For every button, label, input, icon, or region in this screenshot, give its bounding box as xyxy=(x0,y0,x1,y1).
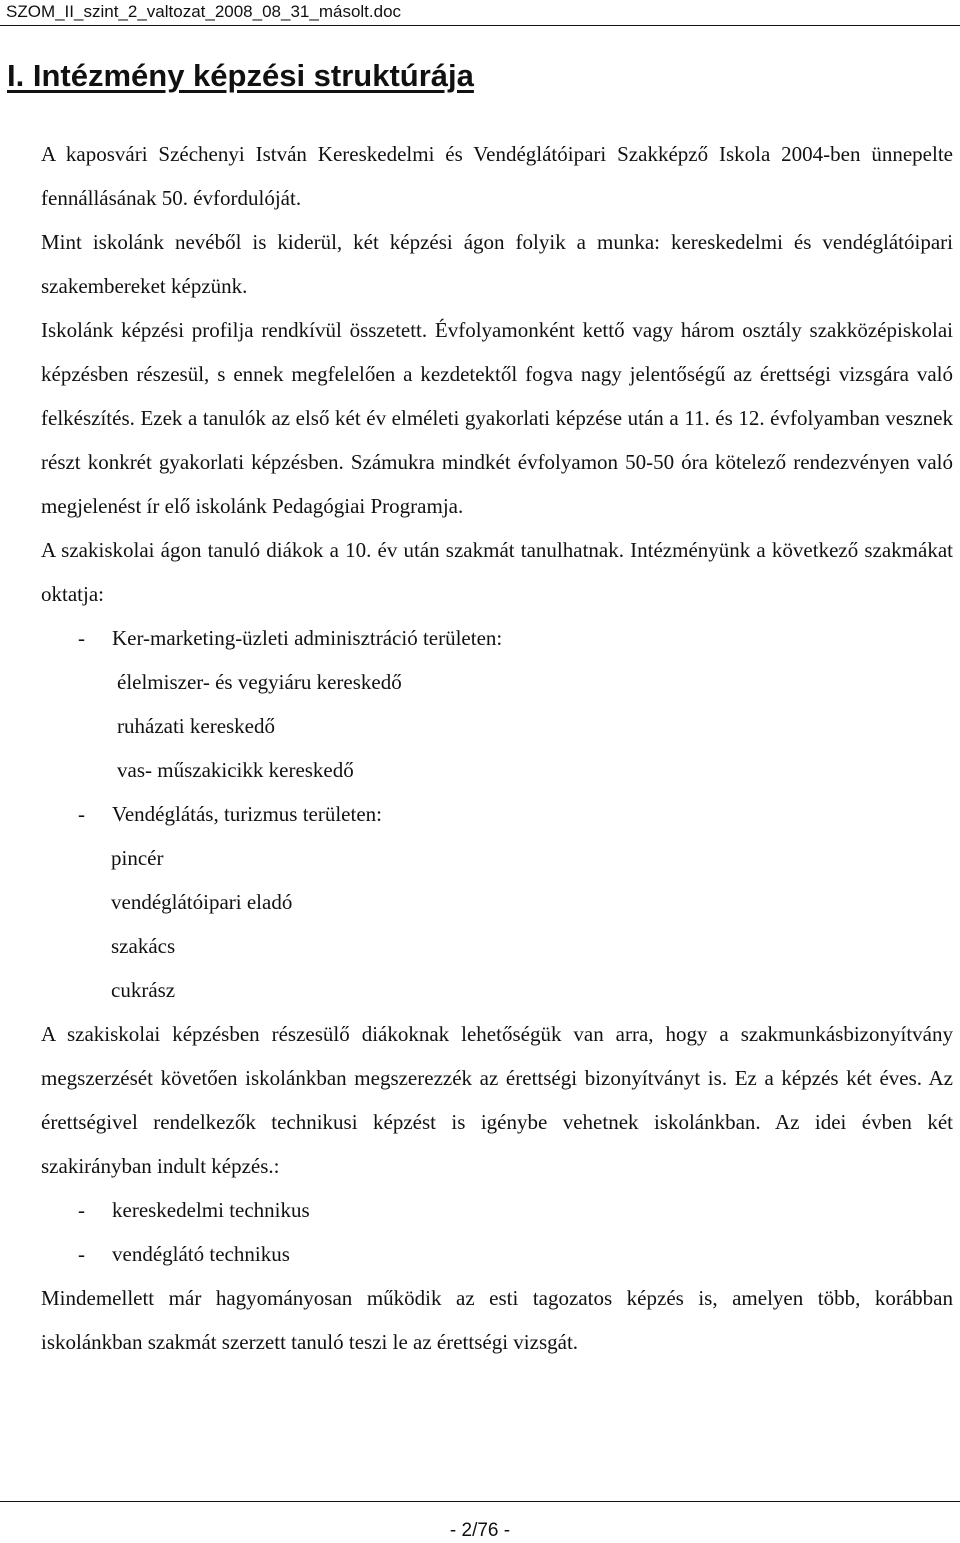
document-filename: SZOM_II_szint_2_valtozat_2008_08_31_másolt.doc xyxy=(6,2,402,21)
list-item-label: Vendéglátás, turizmus területen: xyxy=(112,802,382,826)
list-item-technician xyxy=(41,1232,953,1276)
list-dash: - xyxy=(78,802,85,826)
paragraph-vocational-branch: A szakiskolai ágon tanuló diákok a 10. év után szakmát tanulhatnak. Intézményünk a következő szakmákat oktatja: xyxy=(41,538,953,606)
list-item-label: Ker-marketing-üzleti adminisztráció területen: xyxy=(112,626,503,650)
sublist-item: élelmiszer- és vegyiáru kereskedő xyxy=(117,670,402,694)
sublist-item: pincér xyxy=(111,846,164,870)
paragraph-training-profile: Iskolánk képzési profilja rendkívül összetett. Évfolyamonként kettő vagy három osztály szakközépiskolai képzésben részesül, s ennek megfelelően a kezdetektől fogva nagy jelentőségű az érettségi vizsgára való felkészítés. Ezek a tanulók az első két év elméleti gyakorlati képzése után a 11. és 12. évfolyamban vesznek részt konkrét gyakorlati képzésben. Számukra mindkét évfolyamon 50-50 óra kötelező rendezvényen való megjelenést ír elő iskolánk Pedagógiai Programja. xyxy=(41,318,953,518)
document-body xyxy=(41,132,953,1364)
sublist-item: vendéglátóipari eladó xyxy=(111,890,293,914)
list-dash: - xyxy=(78,1198,85,1222)
sublist-item: szakács xyxy=(111,934,176,958)
list-item-commerce-area xyxy=(41,616,953,660)
sublist-item: vas- műszakicikk kereskedő xyxy=(117,758,354,782)
sublist-item: ruházati kereskedő xyxy=(117,714,276,738)
list-item-label: vendéglátó technikus xyxy=(112,1242,290,1266)
header-divider xyxy=(0,25,960,26)
paragraph-technician-training: A szakiskolai képzésben részesülő diákoknak lehetőségük van arra, hogy a szakmunkásbizonyítvány megszerzését követően iskolánkban megszerezzék az érettségi bizonyítványt is. Ez a képzés két éves. Az érettségivel rendelkezők technikusi képzést is igénybe vehetnek iskolánkban. Az idei évben két szakirányban indult képzés.: xyxy=(41,1022,953,1178)
sublist-item: cukrász xyxy=(111,978,176,1002)
paragraph-training-branches: Mint iskolánk nevéből is kiderül, két képzési ágon folyik a munka: kereskedelmi és vendéglátóipari szakembereket képzünk. xyxy=(41,230,953,298)
paragraph-anniversary: A kaposvári Széchenyi István Kereskedelmi és Vendéglátóipari Szakképző Iskola 2004-ben ünnepelte fennállásának 50. évfordulóját. xyxy=(41,142,953,210)
list-item-label: kereskedelmi technikus xyxy=(112,1198,310,1222)
list-item-hospitality-area xyxy=(41,792,953,836)
section-title: I. Intézmény képzési struktúrája xyxy=(7,58,474,93)
list-dash: - xyxy=(78,626,85,650)
paragraph-evening-courses: Mindemellett már hagyományosan működik az esti tagozatos képzés is, amelyen több, korábban iskolánkban szakmát szerzett tanuló teszi le az érettségi vizsgát. xyxy=(41,1286,953,1354)
page-number: - 2/76 - xyxy=(449,1520,511,1541)
footer-divider xyxy=(0,1501,960,1502)
list-dash: - xyxy=(78,1242,85,1266)
list-item-technician xyxy=(41,1188,953,1232)
